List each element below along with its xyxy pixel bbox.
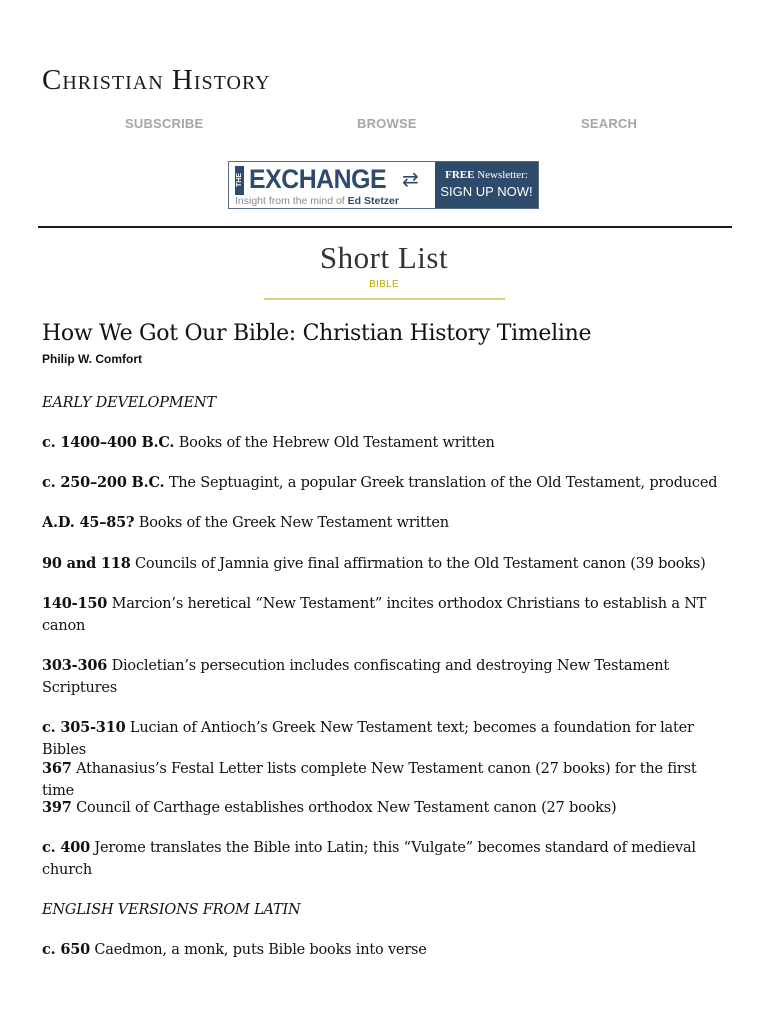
timeline-entry bbox=[42, 593, 728, 637]
entry-text: Lucian of Antioch’s Greek New Testament text; becomes a foundation for later Bibles bbox=[42, 720, 694, 758]
header-divider bbox=[38, 226, 732, 228]
timeline-entry bbox=[42, 655, 728, 699]
category-divider bbox=[264, 298, 505, 300]
article-author[interactable]: Philip W. Comfort bbox=[42, 352, 142, 366]
exchange-arrows-icon: ⇄ bbox=[402, 167, 419, 191]
timeline-heading: ENGLISH VERSIONS FROM LATIN bbox=[42, 902, 301, 918]
entry-date: c. 1400–400 B.C. bbox=[42, 434, 175, 451]
timeline-entry bbox=[42, 939, 728, 961]
entry-text: Diocletian’s persecution includes confiscating and destroying New Testament Scriptures bbox=[42, 658, 670, 696]
entry-text: The Septuagint, a popular Greek translation of the Old Testament, produced bbox=[164, 475, 718, 491]
timeline-entry bbox=[42, 717, 728, 761]
entry-date: c. 650 bbox=[42, 941, 90, 958]
article-title: How We Got Our Bible: Christian History Timeline bbox=[42, 321, 592, 346]
ad-tagline bbox=[235, 195, 399, 207]
timeline-heading: EARLY DEVELOPMENT bbox=[42, 395, 216, 411]
main-nav bbox=[0, 116, 768, 134]
ad-brand-panel bbox=[229, 162, 435, 208]
timeline-entry bbox=[42, 758, 728, 802]
timeline-entry bbox=[42, 797, 728, 819]
ad-newsletter-label: Newsletter: bbox=[477, 169, 528, 181]
timeline-entry bbox=[42, 512, 728, 534]
entry-date: 367 bbox=[42, 760, 72, 777]
entry-date: 90 and 118 bbox=[42, 555, 131, 572]
entry-text: Marcion’s heretical “New Testament” incites orthodox Christians to establish a NT canon bbox=[42, 596, 707, 634]
entry-text: Caedmon, a monk, puts Bible books into verse bbox=[90, 942, 427, 958]
entry-text: Jerome translates the Bible into Latin; this “Vulgate” becomes standard of medieval church bbox=[42, 840, 696, 878]
newsletter-banner-ad[interactable] bbox=[228, 161, 539, 209]
nav-subscribe[interactable]: SUBSCRIBE bbox=[125, 116, 204, 131]
entry-text: Council of Carthage establishes orthodox New Testament canon (27 books) bbox=[71, 800, 617, 816]
site-logo[interactable]: Christian History bbox=[42, 64, 271, 96]
ad-signup-cta[interactable]: SIGN UP NOW! bbox=[440, 184, 533, 199]
entry-date: 397 bbox=[42, 799, 72, 816]
category-link[interactable]: BIBLE bbox=[369, 279, 399, 290]
entry-date: 140-150 bbox=[42, 595, 108, 612]
ad-exchange-wordmark: EXCHANGE bbox=[249, 164, 387, 194]
entry-text: Councils of Jamnia give final affirmation to the Old Testament canon (39 books) bbox=[130, 556, 706, 572]
entry-text: Books of the Greek New Testament written bbox=[134, 515, 449, 531]
section-title: Short List bbox=[319, 240, 449, 275]
timeline-entry bbox=[42, 432, 728, 454]
entry-date: c. 400 bbox=[42, 839, 90, 856]
ad-tagline-name: Ed Stetzer bbox=[347, 195, 399, 207]
entry-date: c. 305-310 bbox=[42, 719, 126, 736]
entry-date: c. 250–200 B.C. bbox=[42, 474, 165, 491]
timeline-entry bbox=[42, 837, 728, 881]
timeline-entry bbox=[42, 472, 728, 494]
nav-browse[interactable]: BROWSE bbox=[357, 116, 417, 131]
ad-signup-panel[interactable] bbox=[435, 162, 538, 208]
ad-free-label: FREE bbox=[445, 169, 475, 181]
entry-date: A.D. 45–85? bbox=[42, 514, 135, 531]
entry-text: Athanasius’s Festal Letter lists complete New Testament canon (27 books) for the first time bbox=[42, 761, 697, 799]
ad-tagline-prefix: Insight from the mind of bbox=[235, 195, 345, 207]
entry-date: 303-306 bbox=[42, 657, 108, 674]
ad-the-label: THE bbox=[235, 166, 244, 195]
timeline-entry bbox=[42, 553, 728, 575]
entry-text: Books of the Hebrew Old Testament written bbox=[174, 435, 495, 451]
ad-free-newsletter bbox=[435, 169, 538, 182]
nav-search[interactable]: SEARCH bbox=[581, 116, 638, 131]
